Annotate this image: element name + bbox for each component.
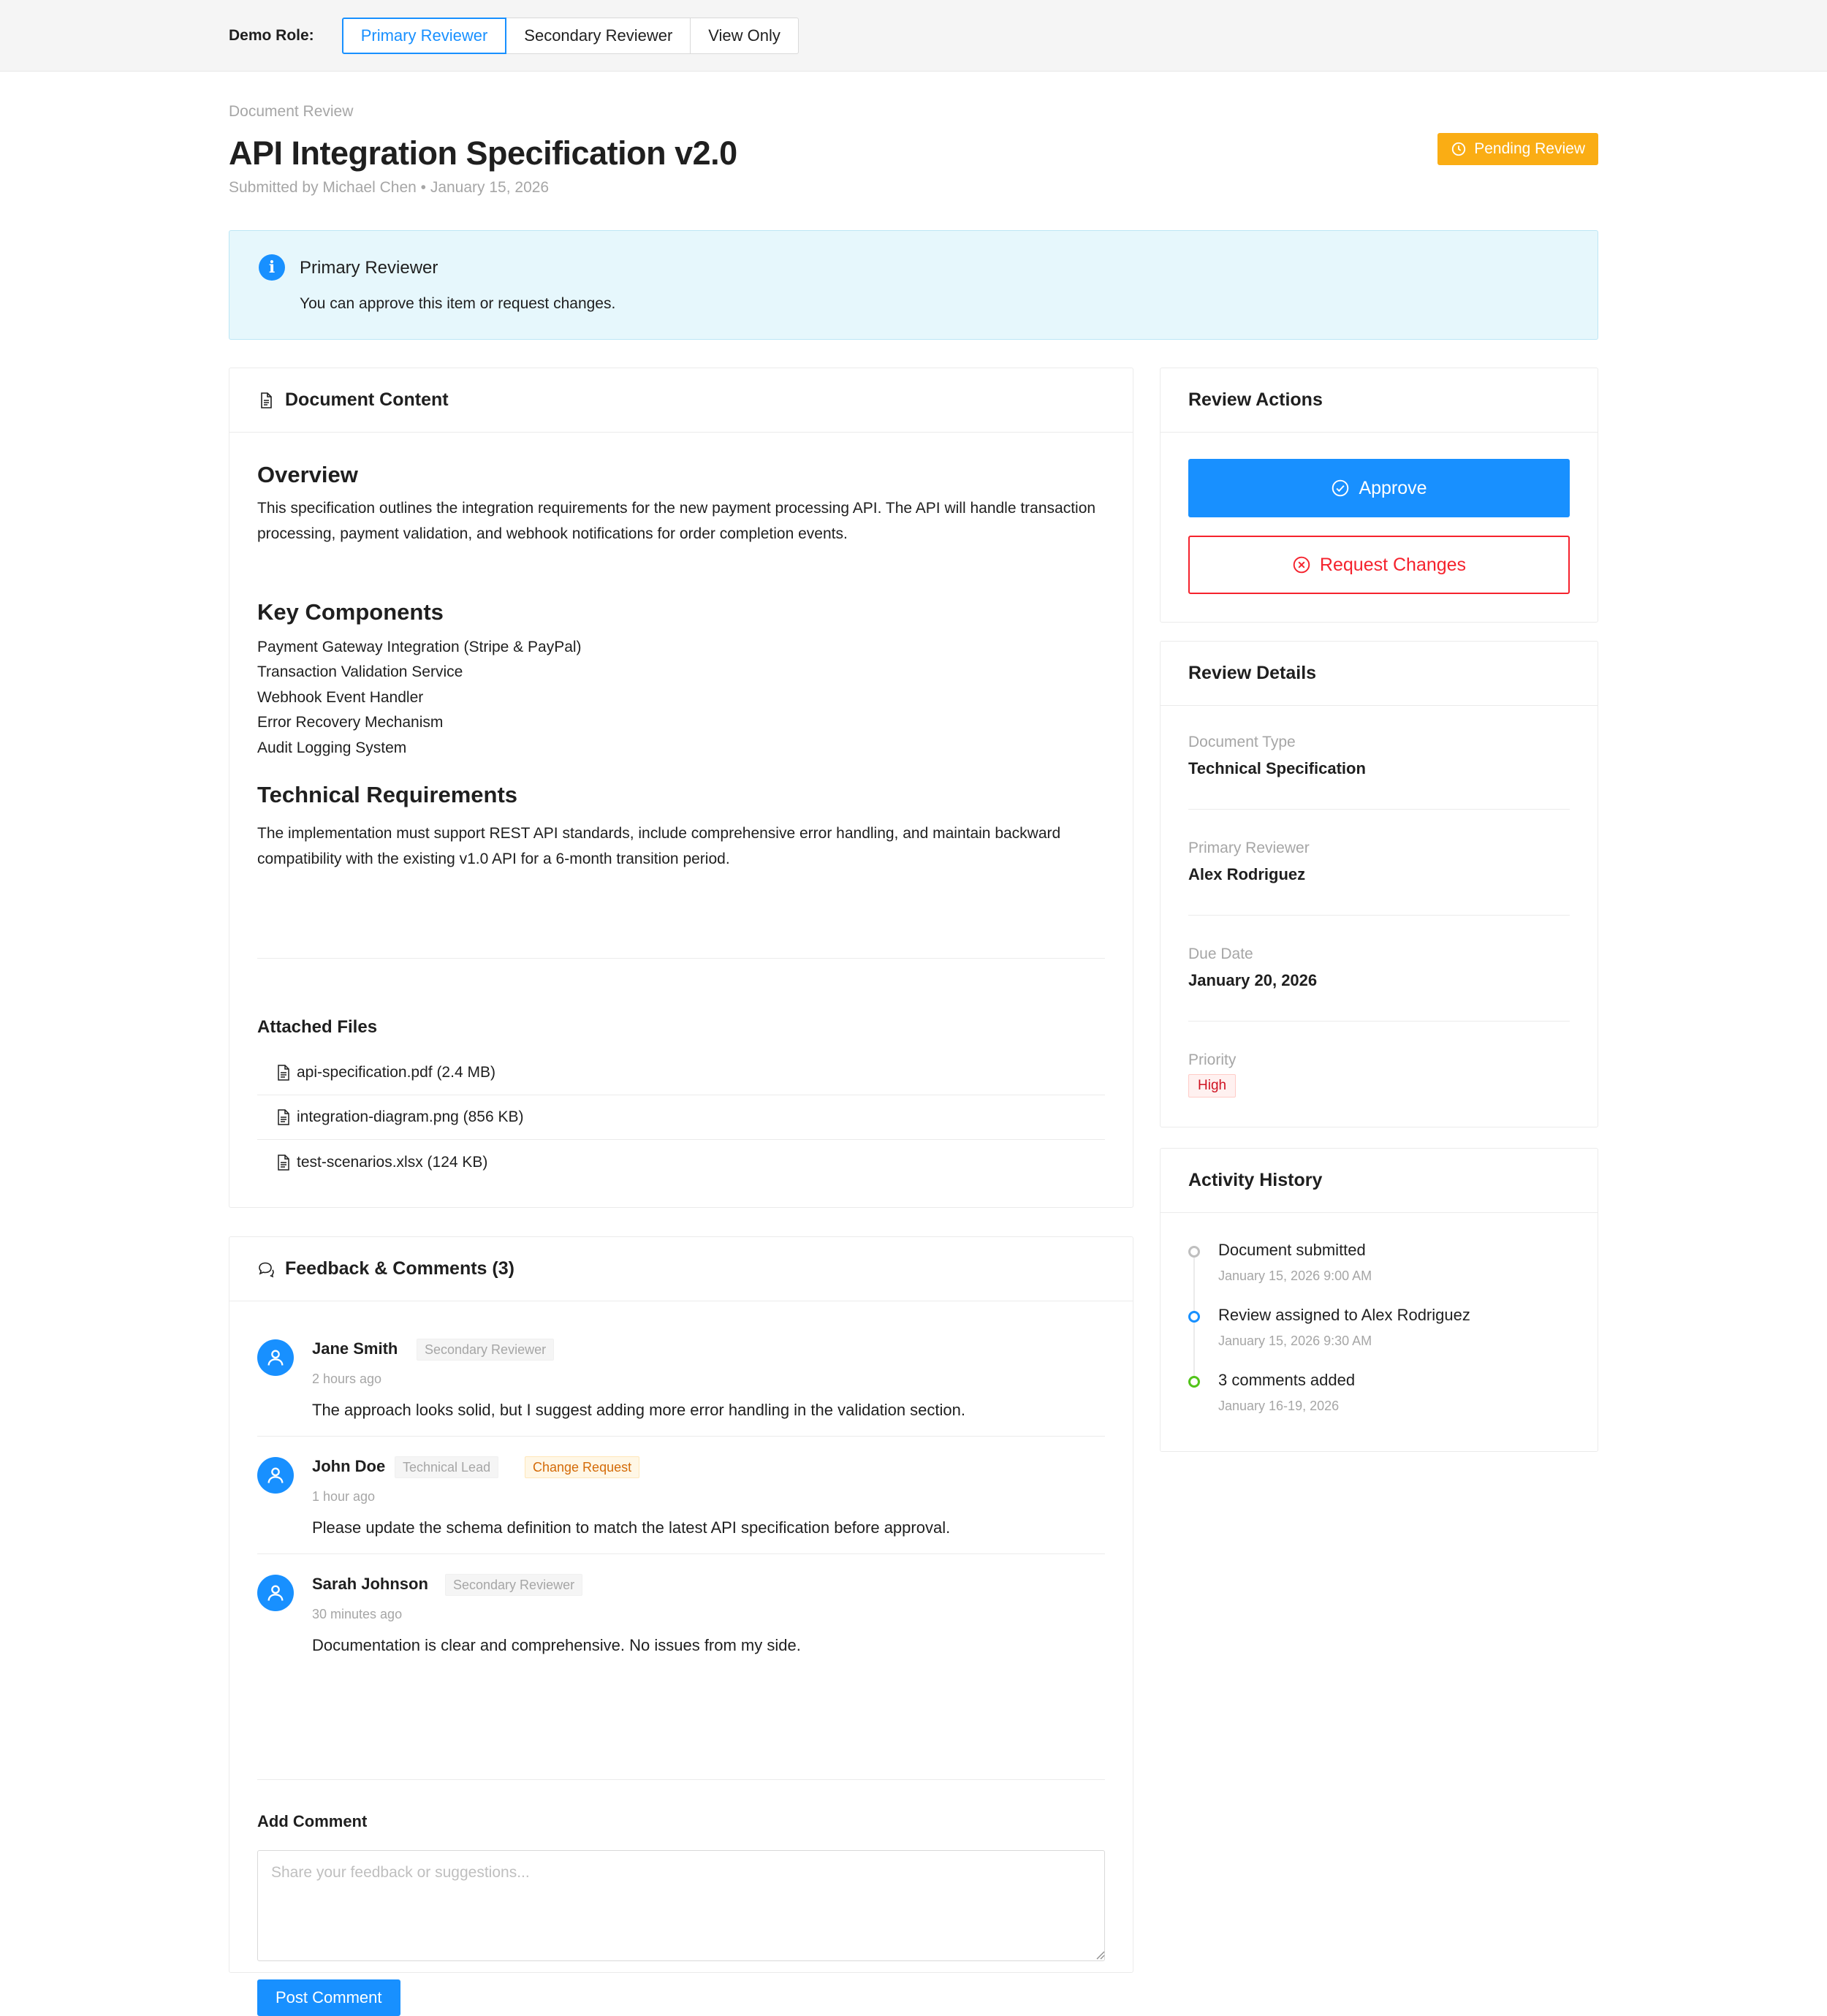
- priority-label: Priority: [1188, 1051, 1237, 1068]
- section-divider: [257, 958, 1105, 959]
- demo-role-bar: [0, 0, 1827, 72]
- timeline-dot: [1188, 1311, 1200, 1323]
- attachment-name: test-scenarios.xlsx (124 KB): [297, 1153, 488, 1171]
- comment-item: [257, 1339, 1105, 1456]
- status-badge: [1437, 133, 1598, 165]
- comment-text: The approach looks solid, but I suggest adding more error handling in the validation section.: [312, 1401, 965, 1419]
- check-circle-icon: [1331, 479, 1350, 498]
- avatar: [257, 1339, 294, 1376]
- review-details-header: Review Details: [1161, 642, 1598, 706]
- comment-divider: [257, 1436, 1105, 1437]
- user-icon: [265, 1347, 286, 1368]
- avatar: [257, 1457, 294, 1494]
- comments-icon: [257, 1260, 275, 1278]
- list-item: Error Recovery Mechanism: [257, 714, 444, 731]
- role-tag: Secondary Reviewer: [445, 1574, 582, 1596]
- clock-icon: [1451, 141, 1467, 157]
- file-icon: [276, 1109, 291, 1125]
- section-title-key-components: Key Components: [257, 599, 444, 625]
- submission-meta: Submitted by Michael Chen • January 15, 2026: [229, 179, 550, 196]
- user-icon: [265, 1465, 286, 1486]
- demo-role-label: Demo Role:: [229, 26, 314, 44]
- info-icon: i: [259, 254, 285, 281]
- role-view-only-button[interactable]: View Only: [690, 18, 799, 54]
- detail-label: Document Type: [1188, 734, 1296, 750]
- activity-time: January 16-19, 2026: [1218, 1399, 1340, 1413]
- resize-handle-icon[interactable]: [1095, 1950, 1105, 1960]
- comment-time: 2 hours ago: [312, 1372, 382, 1386]
- comment-text: Please update the schema definition to match the latest API specification before approval.: [312, 1518, 951, 1537]
- change-request-tag: Change Request: [525, 1456, 639, 1478]
- notice-title: Primary Reviewer: [300, 258, 438, 278]
- avatar: [257, 1575, 294, 1611]
- activity-history-card: [1160, 1148, 1598, 1452]
- comment-author: Sarah Johnson: [312, 1575, 428, 1593]
- section-title-overview: Overview: [257, 462, 358, 487]
- document-icon: [257, 392, 275, 409]
- comment-divider: [257, 1553, 1105, 1554]
- list-item: Payment Gateway Integration (Stripe & PayPal): [257, 639, 582, 655]
- detail-value: Technical Specification: [1188, 759, 1366, 777]
- detail-label: Due Date: [1188, 946, 1253, 962]
- section-text-technical-requirements: The implementation must support REST API standards, include comprehensive error handling, and maintain backward compatibility with the existing v1.0 API for a 6-month transition period.: [257, 825, 1061, 867]
- comment-author: John Doe: [312, 1457, 386, 1475]
- feedback-title: Feedback & Comments (3): [285, 1258, 514, 1279]
- add-comment-divider: [257, 1779, 1105, 1780]
- document-content-title: Document Content: [285, 389, 449, 410]
- status-badge-label: Pending Review: [1474, 140, 1585, 157]
- request-changes-button[interactable]: [1188, 536, 1570, 594]
- comment-text: Documentation is clear and comprehensive. No issues from my side.: [312, 1636, 801, 1654]
- post-comment-button[interactable]: Post Comment: [257, 1979, 400, 2016]
- attached-files-title: Attached Files: [257, 1017, 378, 1037]
- role-tag: Secondary Reviewer: [417, 1339, 554, 1361]
- list-item: Transaction Validation Service: [257, 663, 463, 680]
- role-tag: Technical Lead: [395, 1456, 498, 1478]
- page-title: API Integration Specification v2.0: [229, 134, 737, 172]
- comment-item: [257, 1575, 1105, 1692]
- attachment-link[interactable]: [257, 1140, 1105, 1184]
- notice-text: You can approve this item or request changes.: [300, 295, 616, 312]
- approve-button[interactable]: [1188, 459, 1570, 517]
- feedback-comments-card: [229, 1236, 1133, 2007]
- detail-divider: [1188, 809, 1570, 810]
- attachment-link[interactable]: [257, 1051, 1105, 1095]
- comment-textarea[interactable]: [257, 1850, 1105, 1961]
- activity-text: Document submitted: [1218, 1241, 1366, 1259]
- activity-history-header: Activity History: [1161, 1149, 1598, 1213]
- comment-item: [257, 1457, 1105, 1574]
- comment-time: 1 hour ago: [312, 1489, 376, 1504]
- breadcrumb: Document Review: [229, 103, 354, 120]
- role-notice: [229, 230, 1598, 340]
- detail-divider: [1188, 915, 1570, 916]
- timeline-dot: [1188, 1246, 1200, 1258]
- role-secondary-reviewer-button[interactable]: Secondary Reviewer: [506, 18, 691, 54]
- activity-text: Review assigned to Alex Rodriguez: [1218, 1306, 1470, 1324]
- file-icon: [276, 1065, 291, 1081]
- section-title-technical-requirements: Technical Requirements: [257, 782, 518, 807]
- role-primary-reviewer-button[interactable]: Primary Reviewer: [342, 18, 507, 54]
- activity-time: January 15, 2026 9:30 AM: [1218, 1334, 1372, 1348]
- list-item: Webhook Event Handler: [257, 689, 424, 706]
- detail-label: Primary Reviewer: [1188, 840, 1310, 856]
- feedback-header: [229, 1237, 1133, 1301]
- review-details-card: [1160, 641, 1598, 1127]
- activity-time: January 15, 2026 9:00 AM: [1218, 1268, 1372, 1283]
- approve-label: Approve: [1359, 477, 1427, 498]
- document-content-card: [229, 368, 1133, 1208]
- add-comment-title: Add Comment: [257, 1812, 368, 1830]
- list-item: Audit Logging System: [257, 739, 407, 756]
- attachment-link[interactable]: [257, 1095, 1105, 1140]
- comment-author: Jane Smith: [312, 1339, 398, 1358]
- attachment-name: api-specification.pdf (2.4 MB): [297, 1064, 495, 1081]
- review-actions-card: [1160, 368, 1598, 623]
- role-selector: [342, 18, 799, 54]
- review-actions-header: Review Actions: [1161, 368, 1598, 433]
- detail-value: January 20, 2026: [1188, 971, 1318, 989]
- activity-text: 3 comments added: [1218, 1371, 1356, 1389]
- timeline-dot: [1188, 1376, 1200, 1388]
- file-icon: [276, 1155, 291, 1171]
- detail-value: Alex Rodriguez: [1188, 865, 1306, 883]
- section-text-overview: This specification outlines the integration requirements for the new payment processing API. The API will handle transaction processing, payment validation, and webhook notifications for order completion events.: [257, 500, 1096, 542]
- document-content-header: [229, 368, 1133, 433]
- user-icon: [265, 1583, 286, 1603]
- attachment-name: integration-diagram.png (856 KB): [297, 1108, 524, 1125]
- detail-divider: [1188, 1021, 1570, 1022]
- request-changes-label: Request Changes: [1319, 554, 1467, 575]
- priority-badge: High: [1188, 1074, 1236, 1098]
- comment-time: 30 minutes ago: [312, 1607, 403, 1621]
- close-circle-icon: [1292, 555, 1311, 574]
